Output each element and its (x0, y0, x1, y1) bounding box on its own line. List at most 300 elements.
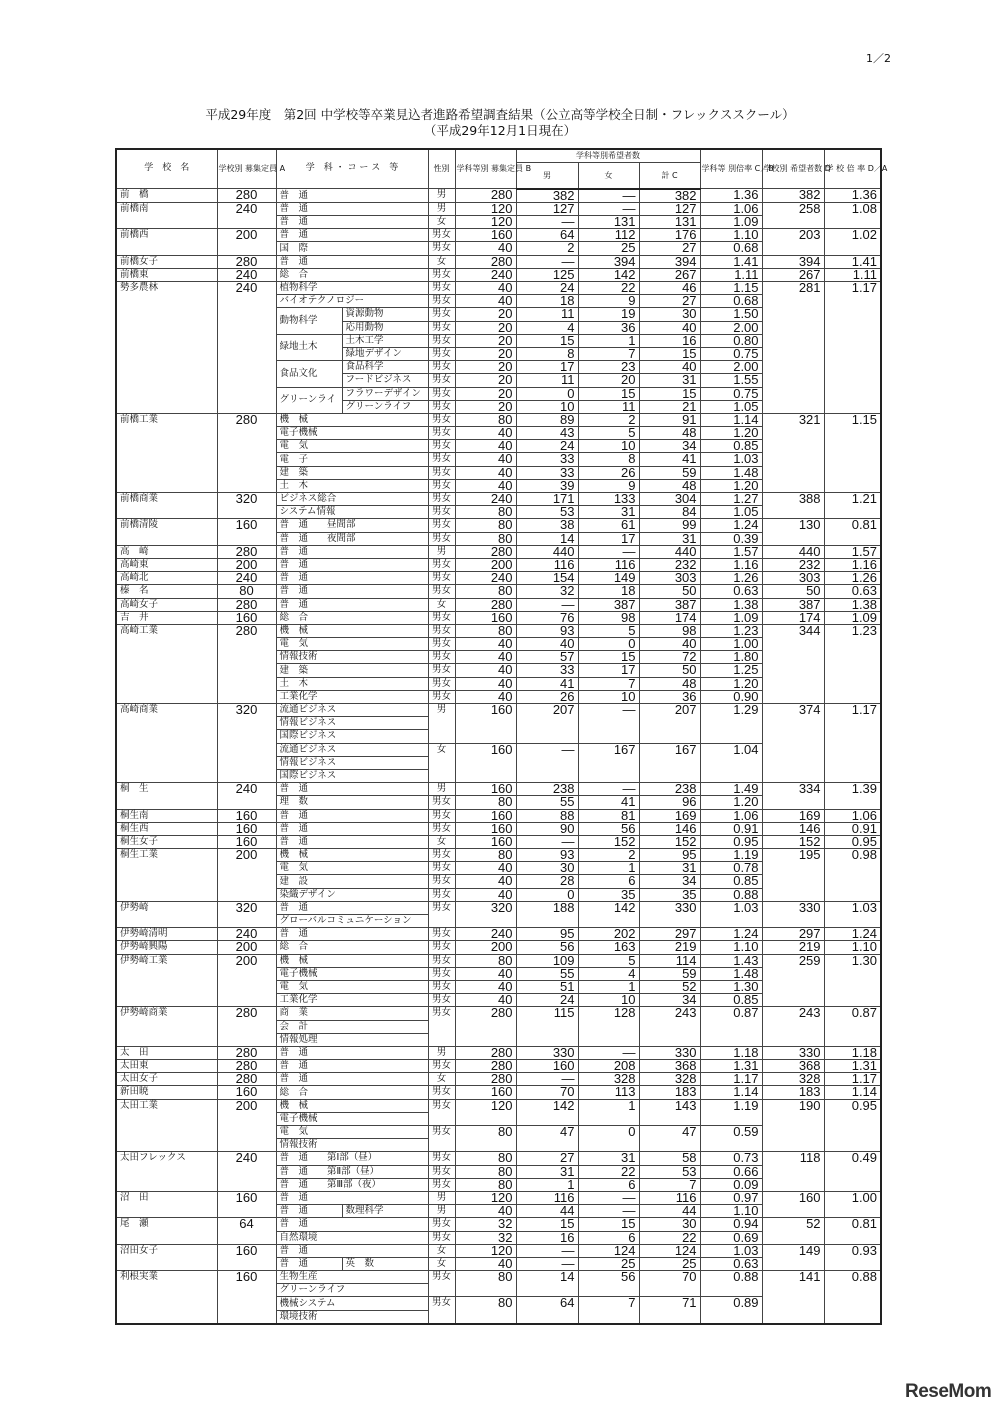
male-count: 171 (516, 493, 578, 506)
male-count: — (516, 598, 578, 611)
ratio-cb: 1.30 (700, 980, 762, 993)
capacity-b: 40 (455, 664, 516, 677)
sex-cell: 男女 (428, 1060, 455, 1073)
course-name: 総 合 (276, 268, 428, 281)
ratio-cb: 1.25 (700, 664, 762, 677)
male-count: 115 (516, 1007, 578, 1047)
capacity-b: 200 (455, 941, 516, 954)
course-name: 普 通 (276, 558, 428, 571)
school-applicants-d: 174 (762, 611, 824, 624)
female-count: 26 (578, 466, 639, 479)
ratio-cb: 1.09 (700, 611, 762, 624)
female-count: 23 (578, 361, 639, 374)
school-applicants-d: 203 (762, 229, 824, 255)
ratio-cb: 0.85 (700, 994, 762, 1007)
capacity-b: 280 (455, 1060, 516, 1073)
total-count: 174 (639, 611, 700, 624)
capacity-b: 40 (455, 479, 516, 492)
school-applicants-d: 183 (762, 1086, 824, 1099)
school-name: 太田工業 (116, 1099, 217, 1152)
male-count: — (516, 1244, 578, 1257)
capacity-b: 20 (455, 334, 516, 347)
total-count: 58 (639, 1152, 700, 1165)
total-count: 36 (639, 690, 700, 703)
course-name: 機 械 (276, 954, 428, 967)
female-count: 10 (578, 440, 639, 453)
course-name: 土 木 (276, 479, 428, 492)
male-count: 40 (516, 638, 578, 651)
capacity-b: 80 (455, 1152, 516, 1165)
school-capacity-a: 160 (217, 835, 276, 848)
school-capacity-a: 320 (217, 704, 276, 783)
total-count: 34 (639, 994, 700, 1007)
female-count: 56 (578, 1271, 639, 1297)
male-count: 55 (516, 796, 578, 809)
male-count: 24 (516, 282, 578, 295)
school-name: 高崎工業 (116, 624, 217, 703)
header-total-c: 計 C (639, 163, 700, 189)
course-name: 流通ビジネス (276, 704, 428, 717)
school-capacity-a: 280 (217, 255, 276, 268)
school-ratio-da: 1.06 (824, 809, 881, 822)
total-count: 84 (639, 506, 700, 519)
sex-cell: 男女 (428, 1086, 455, 1099)
male-count: 2 (516, 242, 578, 255)
sex-cell: 男女 (428, 334, 455, 347)
school-applicants-d: 50 (762, 585, 824, 598)
sex-cell: 男女 (428, 519, 455, 532)
female-count: 35 (578, 888, 639, 901)
school-ratio-da: 1.21 (824, 493, 881, 519)
sex-cell: 男女 (428, 413, 455, 426)
male-count: 76 (516, 611, 578, 624)
sex-cell: 男女 (428, 479, 455, 492)
capacity-b: 240 (455, 572, 516, 585)
ratio-cb: 0.69 (700, 1231, 762, 1244)
male-count: 18 (516, 295, 578, 308)
school-name: 桐生南 (116, 809, 217, 822)
results-body (116, 189, 881, 1324)
male-count: 89 (516, 413, 578, 426)
sex-cell: 男女 (428, 558, 455, 571)
total-count: 31 (639, 374, 700, 387)
school-ratio-da: 1.39 (824, 783, 881, 809)
total-count: 21 (639, 400, 700, 413)
total-count: 131 (639, 216, 700, 229)
school-applicants-d: 330 (762, 1046, 824, 1059)
total-count: 232 (639, 558, 700, 571)
total-count: 48 (639, 677, 700, 690)
sex-cell: 男女 (428, 1297, 455, 1324)
course-name: グローバルコミュニケーション (276, 915, 428, 928)
school-ratio-da: 0.87 (824, 1007, 881, 1047)
course-name: 普 通 (276, 928, 428, 941)
capacity-b: 20 (455, 308, 516, 321)
school-applicants-d: 152 (762, 835, 824, 848)
course-name: 普 通 (276, 1191, 428, 1204)
total-count: 15 (639, 387, 700, 400)
total-count: 71 (639, 1297, 700, 1324)
male-count: 33 (516, 664, 578, 677)
total-count: 169 (639, 809, 700, 822)
school-ratio-da: 1.03 (824, 901, 881, 927)
school-name: 前橋清陵 (116, 519, 217, 545)
document-title: 平成29年度 第2回 中学校等卒業見込者進路希望調査結果（公立高等学校全日制・フレックススクール） (205, 107, 795, 122)
course-name: 情報ビジネス (276, 756, 428, 769)
total-count: 35 (639, 888, 700, 901)
capacity-b: 32 (455, 1231, 516, 1244)
school-ratio-da: 1.17 (824, 704, 881, 783)
ratio-cb: 1.05 (700, 506, 762, 519)
sex-cell: 女 (428, 1073, 455, 1086)
sex-cell: 男女 (428, 361, 455, 374)
male-count: 33 (516, 453, 578, 466)
ratio-cb: 0.88 (700, 888, 762, 901)
total-count: 328 (639, 1073, 700, 1086)
ratio-cb: 0.88 (700, 1271, 762, 1297)
school-capacity-a: 240 (217, 268, 276, 281)
female-count: 1 (578, 980, 639, 993)
sex-cell: 女 (428, 743, 455, 783)
sex-cell: 男女 (428, 901, 455, 927)
ratio-cb: 1.29 (700, 704, 762, 744)
school-ratio-da: 1.17 (824, 1073, 881, 1086)
course-name: 会 計 (276, 1020, 428, 1033)
female-count: 15 (578, 651, 639, 664)
school-name: 前橋南 (116, 202, 217, 228)
header-capacity-a: 学校別 募集定員 A (217, 149, 276, 189)
capacity-b: 160 (455, 835, 516, 848)
course-subject: 応用動物 (342, 321, 428, 334)
sex-cell: 男女 (428, 493, 455, 506)
school-ratio-da: 1.31 (824, 1060, 881, 1073)
header-male: 男 (516, 163, 578, 189)
school-capacity-a: 320 (217, 901, 276, 927)
ratio-cb: 2.00 (700, 321, 762, 334)
total-count: 31 (639, 862, 700, 875)
male-count: 0 (516, 888, 578, 901)
course-name: 電 気 (276, 980, 428, 993)
course-name: 電子機械 (276, 427, 428, 440)
ratio-cb: 1.20 (700, 479, 762, 492)
sex-cell: 男女 (428, 677, 455, 690)
female-count: 112 (578, 229, 639, 242)
total-count: 48 (639, 479, 700, 492)
total-count: 238 (639, 783, 700, 796)
male-count: 10 (516, 400, 578, 413)
course-name: 普 通 夜間部 (276, 532, 428, 545)
document-title-block (0, 107, 1000, 139)
course-name: グリーンライフ (276, 1284, 428, 1297)
male-count: 95 (516, 928, 578, 941)
male-count: 51 (516, 980, 578, 993)
female-count: 0 (578, 638, 639, 651)
total-count: 207 (639, 704, 700, 744)
capacity-b: 40 (455, 677, 516, 690)
school-applicants-d: 281 (762, 282, 824, 414)
capacity-b: 80 (455, 585, 516, 598)
female-count: 22 (578, 1165, 639, 1178)
course-subject: 緑地デザイン (342, 347, 428, 360)
female-count: 0 (578, 1126, 639, 1152)
school-capacity-a: 280 (217, 413, 276, 492)
school-applicants-d: 259 (762, 954, 824, 1007)
ratio-cb: 1.15 (700, 282, 762, 295)
course-name: 機械システム (276, 1297, 428, 1310)
capacity-b: 20 (455, 347, 516, 360)
male-count: 30 (516, 862, 578, 875)
sex-cell: 男女 (428, 453, 455, 466)
sex-cell: 男女 (428, 1099, 455, 1125)
capacity-b: 32 (455, 1218, 516, 1231)
total-count: 25 (639, 1257, 700, 1270)
male-count: 27 (516, 1152, 578, 1165)
capacity-b: 40 (455, 295, 516, 308)
male-count: 55 (516, 967, 578, 980)
school-applicants-d: 303 (762, 572, 824, 585)
course-group: 食品文化 (276, 361, 342, 387)
school-name: 前橋商業 (116, 493, 217, 519)
school-capacity-a: 160 (217, 1244, 276, 1270)
school-applicants-d: 394 (762, 255, 824, 268)
male-count: 56 (516, 941, 578, 954)
male-count: 11 (516, 308, 578, 321)
total-count: 40 (639, 321, 700, 334)
male-count: 53 (516, 506, 578, 519)
course-name: 情報処理 (276, 1033, 428, 1046)
course-group: 動物科学 (276, 308, 342, 334)
school-ratio-da: 1.38 (824, 598, 881, 611)
ratio-cb: 1.24 (700, 928, 762, 941)
school-capacity-a: 280 (217, 598, 276, 611)
male-count: 93 (516, 849, 578, 862)
school-applicants-d: 258 (762, 202, 824, 228)
sex-cell: 男女 (428, 928, 455, 941)
total-count: 52 (639, 980, 700, 993)
female-count: 9 (578, 295, 639, 308)
male-count: 116 (516, 1191, 578, 1204)
total-count: 382 (639, 189, 700, 203)
male-count: 33 (516, 466, 578, 479)
ratio-cb: 1.41 (700, 255, 762, 268)
course-name: 建 築 (276, 466, 428, 479)
course-subject: フラワーデザイン (342, 387, 428, 400)
male-count: 88 (516, 809, 578, 822)
capacity-b: 40 (455, 466, 516, 479)
school-capacity-a: 280 (217, 545, 276, 558)
total-count: 267 (639, 268, 700, 281)
school-name: 桐生西 (116, 822, 217, 835)
ratio-cb: 1.19 (700, 849, 762, 862)
course-subject: 数理科学 (342, 1205, 428, 1218)
table-row (116, 1007, 881, 1020)
course-name: 土 木 (276, 677, 428, 690)
course-name: 普 通 (276, 783, 428, 796)
school-capacity-a: 240 (217, 783, 276, 809)
course-name: 普 通 (276, 1218, 428, 1231)
school-name: 伊勢崎清明 (116, 928, 217, 941)
header-female: 女 (578, 163, 639, 189)
total-count: 176 (639, 229, 700, 242)
capacity-b: 40 (455, 651, 516, 664)
total-count: 31 (639, 532, 700, 545)
course-name: 普 通 (276, 1257, 342, 1270)
sex-cell: 男女 (428, 690, 455, 703)
female-count: 2 (578, 413, 639, 426)
course-name: 工業化学 (276, 690, 428, 703)
school-ratio-da: 1.23 (824, 624, 881, 703)
sex-cell: 男女 (428, 638, 455, 651)
female-count: 4 (578, 967, 639, 980)
course-name: 電子機械 (276, 967, 428, 980)
capacity-b: 40 (455, 638, 516, 651)
ratio-cb: 1.14 (700, 1086, 762, 1099)
sex-cell: 男女 (428, 466, 455, 479)
course-name: 普 通 (276, 809, 428, 822)
sex-cell: 男女 (428, 400, 455, 413)
ratio-cb: 0.68 (700, 295, 762, 308)
total-count: 44 (639, 1205, 700, 1218)
capacity-b: 280 (455, 255, 516, 268)
capacity-b: 240 (455, 928, 516, 941)
capacity-b: 240 (455, 268, 516, 281)
female-count: 328 (578, 1073, 639, 1086)
school-applicants-d: 141 (762, 1271, 824, 1324)
male-count: 70 (516, 1086, 578, 1099)
female-count: 1 (578, 334, 639, 347)
male-count: 16 (516, 1231, 578, 1244)
school-capacity-a: 280 (217, 1073, 276, 1086)
sex-cell: 男女 (428, 624, 455, 637)
capacity-b: 80 (455, 1126, 516, 1152)
school-ratio-da: 0.63 (824, 585, 881, 598)
total-count: 124 (639, 1244, 700, 1257)
ratio-cb: 0.80 (700, 334, 762, 347)
sex-cell: 男女 (428, 585, 455, 598)
female-count: 167 (578, 743, 639, 783)
ratio-cb: 1.43 (700, 954, 762, 967)
total-count: 95 (639, 849, 700, 862)
capacity-b: 20 (455, 361, 516, 374)
school-capacity-a: 200 (217, 954, 276, 1007)
total-count: 167 (639, 743, 700, 783)
course-name: 普 通 (276, 598, 428, 611)
sex-cell: 男 (428, 1046, 455, 1059)
male-count: 15 (516, 1218, 578, 1231)
school-ratio-da: 1.00 (824, 1191, 881, 1217)
ratio-cb: 0.95 (700, 835, 762, 848)
course-name: 国際ビジネス (276, 769, 428, 782)
male-count: 154 (516, 572, 578, 585)
male-count: 24 (516, 994, 578, 1007)
course-name: 情報ビジネス (276, 717, 428, 730)
header-ratio-da: 学 校 倍 率 D／A (824, 149, 881, 189)
male-count: 188 (516, 901, 578, 927)
school-applicants-d: 130 (762, 519, 824, 545)
course-name: 普 通 第Ⅱ部（昼） (276, 1165, 428, 1178)
school-applicants-d: 232 (762, 558, 824, 571)
ratio-cb: 1.20 (700, 796, 762, 809)
ratio-cb: 1.80 (700, 651, 762, 664)
header-applicants: 学科等別希望者数 (516, 149, 700, 163)
school-name: 太 田 (116, 1046, 217, 1059)
ratio-cb: 1.57 (700, 545, 762, 558)
total-count: 152 (639, 835, 700, 848)
course-name: 普 通 (276, 255, 428, 268)
capacity-b: 160 (455, 1086, 516, 1099)
ratio-cb: 0.97 (700, 1191, 762, 1204)
school-applicants-d: 267 (762, 268, 824, 281)
ratio-cb: 1.05 (700, 400, 762, 413)
ratio-cb: 1.26 (700, 572, 762, 585)
school-ratio-da: 1.16 (824, 558, 881, 571)
ratio-cb: 1.10 (700, 229, 762, 242)
sex-cell: 女 (428, 255, 455, 268)
school-ratio-da: 0.98 (824, 849, 881, 902)
capacity-b: 80 (455, 954, 516, 967)
course-name: 普 通 (276, 1046, 428, 1059)
school-ratio-da: 1.18 (824, 1046, 881, 1059)
capacity-b: 80 (455, 1165, 516, 1178)
sex-cell: 男女 (428, 994, 455, 1007)
sex-cell: 男女 (428, 651, 455, 664)
school-ratio-da: 1.30 (824, 954, 881, 1007)
school-capacity-a: 160 (217, 611, 276, 624)
school-capacity-a: 160 (217, 1271, 276, 1324)
male-count: 160 (516, 1060, 578, 1073)
ratio-cb: 1.03 (700, 1244, 762, 1257)
course-name: 国 際 (276, 242, 428, 255)
course-name: 環境技術 (276, 1310, 428, 1324)
male-count: 41 (516, 677, 578, 690)
sex-cell: 男女 (428, 954, 455, 967)
school-ratio-da: 0.91 (824, 822, 881, 835)
school-capacity-a: 160 (217, 519, 276, 545)
ratio-cb: 0.91 (700, 822, 762, 835)
male-count: 24 (516, 440, 578, 453)
female-count: 6 (578, 1178, 639, 1191)
capacity-b: 80 (455, 532, 516, 545)
school-capacity-a: 160 (217, 809, 276, 822)
school-applicants-d: 160 (762, 1191, 824, 1217)
capacity-b: 80 (455, 624, 516, 637)
school-capacity-a: 240 (217, 928, 276, 941)
female-count: 31 (578, 1152, 639, 1165)
total-count: 53 (639, 1165, 700, 1178)
school-capacity-a: 240 (217, 202, 276, 228)
course-name: 情報技術 (276, 1139, 428, 1152)
course-name: 工業化学 (276, 994, 428, 1007)
school-capacity-a: 280 (217, 624, 276, 703)
school-name: 前 橋 (116, 189, 217, 203)
ratio-cb: 1.18 (700, 1046, 762, 1059)
school-ratio-da: 0.88 (824, 1271, 881, 1324)
total-count: 440 (639, 545, 700, 558)
school-applicants-d: 368 (762, 1060, 824, 1073)
total-count: 34 (639, 875, 700, 888)
course-name: 普 通 昼間部 (276, 519, 428, 532)
school-name: 桐生工業 (116, 849, 217, 902)
course-subject: フードビジネス (342, 374, 428, 387)
female-count: 56 (578, 822, 639, 835)
school-ratio-da: 1.41 (824, 255, 881, 268)
course-name: 普 通 (276, 901, 428, 914)
school-name: 高崎北 (116, 572, 217, 585)
school-name: 高 崎 (116, 545, 217, 558)
capacity-b: 280 (455, 1046, 516, 1059)
ratio-cb: 1.27 (700, 493, 762, 506)
school-applicants-d: 195 (762, 849, 824, 902)
